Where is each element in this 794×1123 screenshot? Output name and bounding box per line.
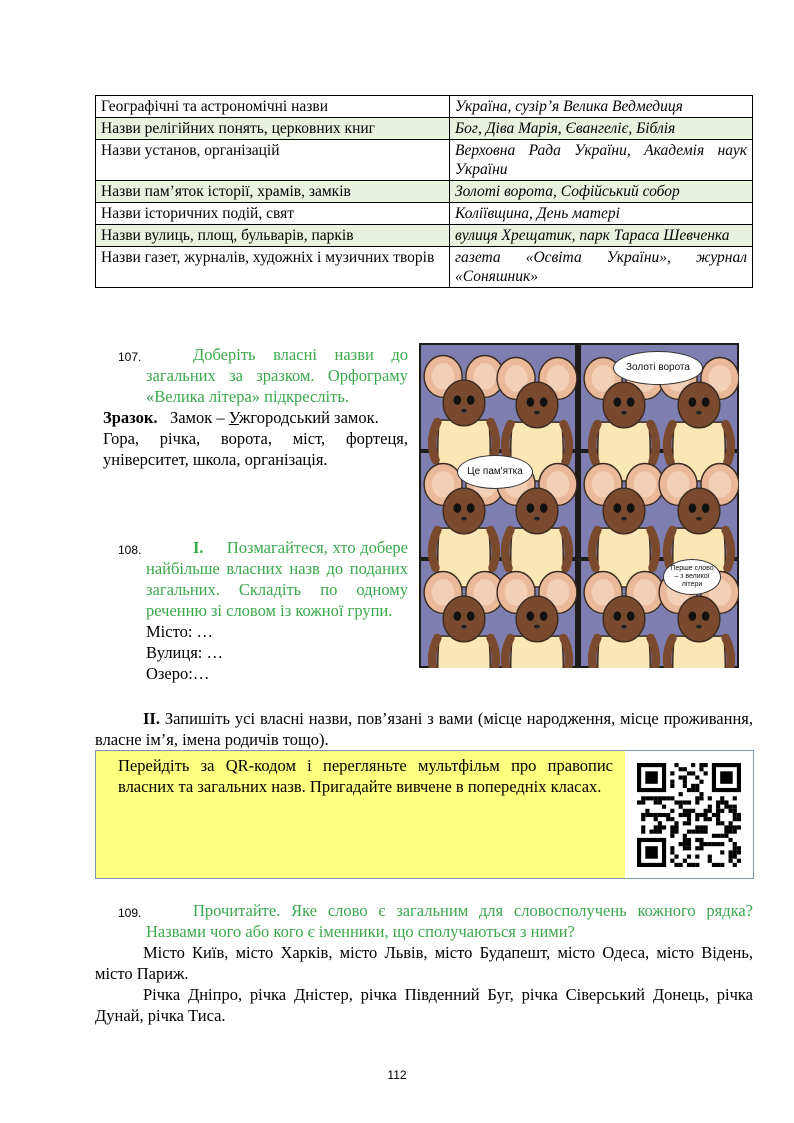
category-cell: Географічні та астрономічні назви — [96, 96, 450, 118]
exercise-number: 109. — [118, 906, 142, 920]
table-row — [96, 203, 753, 225]
table-row — [96, 247, 753, 288]
word-list: Гора, річка, ворота, міст, фортеця, університет, школа, організація. — [103, 429, 408, 469]
proper-names-table — [95, 95, 753, 288]
sample-label: Зразок. — [103, 408, 158, 427]
table-row — [96, 96, 753, 118]
table-row — [96, 118, 753, 140]
example-cell: Коліївщина, День матері — [450, 203, 753, 225]
exercise-number: 107. — [118, 350, 142, 364]
sample-line — [103, 407, 408, 428]
text-line-2: Річка Дніпро, річка Дністер, річка Південний Буг, річка Сіверський Донець, річка Дунай, річка Тиса. — [95, 985, 753, 1025]
exercise-task: Доберіть власні назви до загальних за зразком. Орфограму «Велика літера» підкресліть. — [146, 345, 408, 406]
table-row — [96, 225, 753, 247]
page-number: 112 — [387, 1068, 407, 1082]
exercise-task — [146, 537, 408, 621]
comic-strip — [419, 343, 739, 668]
category-cell: Назви газет, журналів, художніх і музичних творів — [96, 247, 450, 288]
exercise-task: Прочитайте. Яке слово є загальним для словосполучень кожного рядка? Назвами чого або кого є іменники, що сполучаються з ними? — [146, 901, 753, 941]
table-row — [96, 181, 753, 203]
example-cell: Золоті ворота, Софійський собор — [450, 181, 753, 203]
comic-illustration — [419, 343, 739, 668]
qr-area — [625, 751, 753, 878]
item-1: Вулиця: … — [146, 643, 224, 662]
item-2: Озеро:… — [146, 664, 210, 683]
speech-bubble-3: Перше слово – з великої літери — [663, 559, 721, 595]
exercise-109 — [95, 900, 753, 1026]
example-cell: газета «Освіта України», журнал «Соняшник» — [450, 247, 753, 288]
category-cell: Назви пам’яток історії, храмів, замків — [96, 181, 450, 203]
part2-label: II. — [143, 709, 160, 728]
category-cell: Назви історичних подій, свят — [96, 203, 450, 225]
sample-word: Замок – — [169, 408, 229, 427]
example-cell: Україна, сузір’я Велика Ведмедиця — [450, 96, 753, 118]
exercise-number: 108. — [118, 543, 142, 557]
table-row — [96, 140, 753, 181]
speech-bubble-1: Золоті ворота — [613, 351, 703, 385]
category-cell: Назви релігійних понять, церковних книг — [96, 118, 450, 140]
part1-label: I. — [193, 538, 204, 557]
example-cell: Верховна Рада України, Академія наук України — [450, 140, 753, 181]
example-cell: Бог, Діва Марія, Євангеліє, Біблія — [450, 118, 753, 140]
exercise-108-part2 — [95, 708, 753, 750]
qr-code-icon[interactable] — [637, 763, 741, 867]
category-cell: Назви вулиць, площ, бульварів, парків — [96, 225, 450, 247]
text-line-1: Місто Київ, місто Харків, місто Львів, місто Будапешт, місто Одеса, місто Відень, місто Париж. — [95, 943, 753, 983]
exercise-107 — [103, 344, 408, 470]
category-cell: Назви установ, організацій — [96, 140, 450, 181]
part2-text: Запишіть усі власні назви, пов’язані з вами (місце народження, місце проживання, власне ім’я, імена родичів тощо). — [95, 709, 753, 749]
sample-rest: жгородський замок. — [238, 408, 379, 427]
part1-task: Позмагайтеся, хто добере найбільше власних назв до поданих загальних. Складіть по одному реченню зі словом із кожної групи. — [146, 538, 409, 620]
example-cell: вулиця Хрещатик, парк Тараса Шевченка — [450, 225, 753, 247]
qr-box-text: Перейдіть за QR-кодом і перегляньте мультфільм про правопис власних та загальних назв. Пригадайте вивчене в попередніх класах. — [118, 756, 613, 796]
qr-info-box — [95, 750, 754, 879]
item-0: Місто: … — [146, 622, 214, 641]
exercise-108 — [103, 537, 408, 684]
sample-underlined-letter: У — [228, 408, 239, 427]
speech-bubble-2: Це пам'ятка — [457, 455, 533, 489]
